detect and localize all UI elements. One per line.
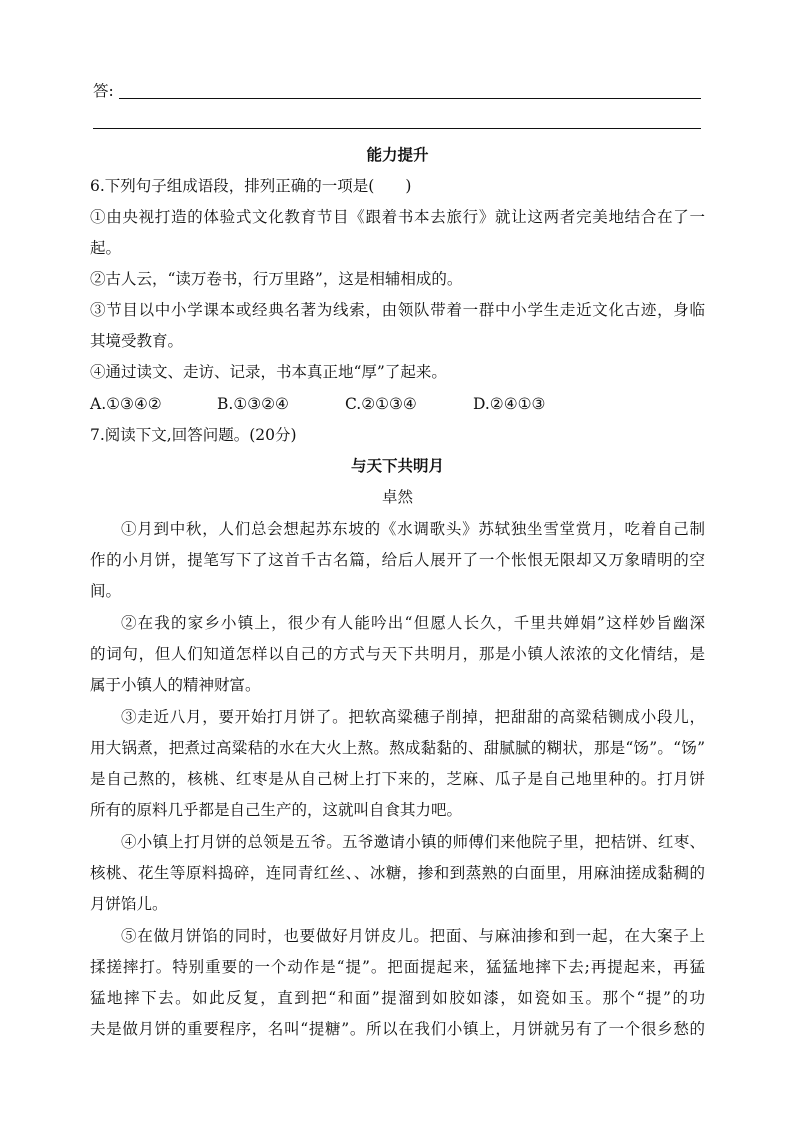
paragraph-3-line-3: 是自己熬的，核桃、红枣是从自己树上打下来的，芝麻、瓜子是自己地里种的。打月饼 <box>90 770 705 788</box>
paragraph-1-line-1: ①月到中秋，人们总会想起苏东坡的《水调歌头》苏轼独坐雪堂赏月，吃着自己制 <box>121 520 705 538</box>
answer-row <box>93 80 701 102</box>
paragraph-1-line-3: 间。 <box>90 582 122 600</box>
q6-option-b[interactable]: B.①③②④ <box>217 395 289 413</box>
paragraph-3-line-1: ③走近八月，要开始打月饼了。把软高粱穗子削掉，把甜甜的高粱秸铡成小段儿， <box>121 708 705 726</box>
q6-option-c[interactable]: C.②①③④ <box>345 395 417 413</box>
paragraph-2-line-3: 属于小镇人的精神财富。 <box>90 676 261 694</box>
article-author: 卓然 <box>381 488 413 506</box>
paragraph-5-line-3: 猛地摔下去。如此反复，直到把“和面”提溜到如胶如漆，如瓷如玉。那个“提”的功 <box>90 989 705 1007</box>
q6-sentence-1a: ①由央视打造的体验式文化教育节目《跟着书本去旅行》就让这两者完美地结合在了一 <box>90 208 705 226</box>
q6-sentence-3a: ③节目以中小学课本或经典名著为线索，由领队带着一群中小学生走近文化古迹，身临 <box>90 301 705 319</box>
paragraph-2-line-1: ②在我的家乡小镇上，很少有人能吟出“但愿人长久，千里共婵娟”这样妙旨幽深 <box>121 614 705 632</box>
article-title: 与天下共明月 <box>350 456 444 475</box>
q6-sentence-4: ④通过读文、走访、记录，书本真正地“厚”了起来。 <box>90 363 447 381</box>
answer-blank-line[interactable] <box>119 98 701 99</box>
section-title: 能力提升 <box>366 145 429 164</box>
paragraph-3-line-4: 所有的原料几乎都是自己生产的，这就叫自食其力吧。 <box>90 801 463 819</box>
paragraph-3-line-2: 用大锅煮，把煮过高粱秸的水在大火上熬。熬成黏黏的、甜腻腻的糊状，那是“饧”。“饧” <box>90 739 705 757</box>
paragraph-4-line-3: 月饼馅儿。 <box>90 895 168 913</box>
q6-sentence-1b: 起。 <box>90 239 122 257</box>
paragraph-4-line-2: 核桃、花生等原料捣碎，连同青红丝、、冰糖，掺和到蒸熟的白面里，用麻油搓成黏稠的 <box>90 864 705 882</box>
q7-stem: 7.阅读下文,回答问题。(20分) <box>90 426 297 444</box>
q6-stem: 6.下列句子组成语段，排列正确的一项是( ) <box>90 177 412 195</box>
paragraph-5-line-2: 揉搓摔打。特别重要的一个动作是“提”。把面提起来，猛猛地摔下去;再提起来，再猛 <box>90 958 705 976</box>
q6-option-d[interactable]: D.②④①③ <box>473 395 546 413</box>
paragraph-1-line-2: 作的小月饼，提笔写下了这首千古名篇，给后人展开了一个怅恨无限却又万象晴明的空 <box>90 551 705 569</box>
q6-sentence-2: ②古人云，“读万卷书，行万里路”，这是相辅相成的。 <box>90 270 463 288</box>
paragraph-4-line-1: ④小镇上打月饼的总领是五爷。五爷邀请小镇的师傅们来他院子里，把桔饼、红枣、 <box>121 833 705 851</box>
q6-option-a[interactable]: A.①③④② <box>90 395 162 413</box>
answer-label: 答: <box>93 82 114 100</box>
q6-sentence-3b: 其境受教育。 <box>90 332 184 350</box>
answer-blank-line-2[interactable] <box>93 128 701 129</box>
paragraph-2-line-2: 的词句，但人们知道怎样以自己的方式与天下共明月，那是小镇人浓浓的文化情结，是 <box>90 645 705 663</box>
paragraph-5-line-1: ⑤在做月饼馅的同时，也要做好月饼皮儿。把面、与麻油掺和到一起，在大案子上 <box>121 927 705 945</box>
paragraph-5-line-4: 夫是做月饼的重要程序，名叫“提糖”。所以在我们小镇上，月饼就另有了一个很乡愁的 <box>90 1020 705 1038</box>
